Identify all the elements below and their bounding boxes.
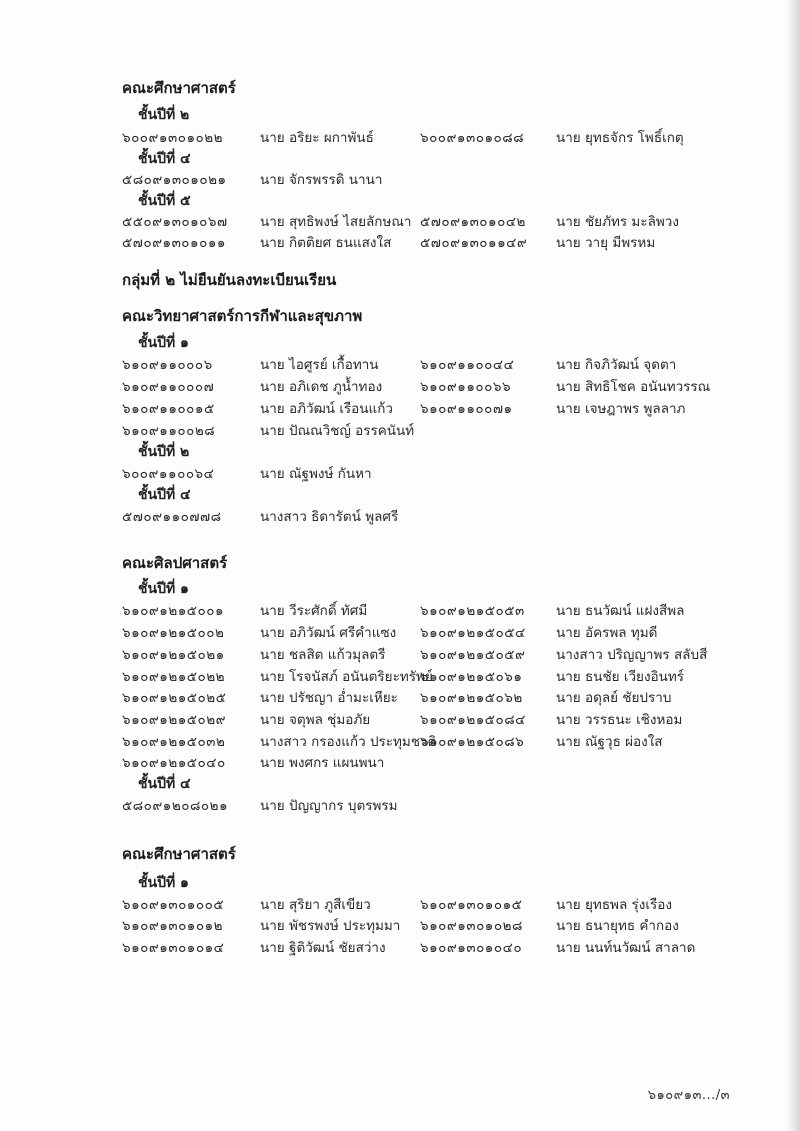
year-heading: ชั้นปีที่ ๑ [138, 875, 189, 891]
student-id: ๖๑๐๙๑๑๐๐๐๗ [122, 379, 215, 395]
student-row [0, 623, 800, 643]
student-id: ๕๗๐๙๑๓๐๑๐๔๒ [420, 214, 526, 230]
student-name: นาย อภิวัฒน์ เรือนแก้ว [260, 401, 393, 417]
student-row [0, 355, 800, 375]
student-row [0, 170, 800, 190]
student-id: ๕๗๐๙๑๓๐๑๑๔๙ [420, 235, 528, 251]
student-row [0, 212, 800, 232]
page-footer: ๖๑๐๙๑๓.../๓ [647, 1088, 730, 1103]
student-name: นาย สิทธิโชค อนันทวรรณ [556, 379, 711, 395]
student-id: ๖๑๐๙๑๒๑๕๐๖๒ [420, 690, 523, 706]
student-row [0, 938, 800, 958]
student-name: นาย ยุทธจักร โพธิ์เกตุ [556, 130, 684, 146]
student-id: ๖๑๐๙๑๒๑๕๐๘๔ [420, 712, 526, 728]
student-row [0, 128, 800, 148]
student-name: นาย จักรพรรดิ นานา [260, 172, 383, 188]
student-row [0, 916, 800, 936]
student-name: นาย ชัยภัทร มะลิพวง [556, 214, 679, 230]
student-name: นาย เจษฎาพร พูลลาภ [556, 401, 686, 417]
student-row [0, 377, 800, 397]
student-name: นาย ณัฐพงษ์ กันหา [260, 466, 372, 482]
student-name: นาย ณัฐวุธ ผ่องใส [556, 734, 663, 750]
scan-edge-shadow [786, 0, 800, 1131]
student-id: ๖๑๐๙๑๓๐๑๐๐๕ [122, 897, 225, 913]
student-id: ๖๑๐๙๑๑๐๐๑๕ [122, 401, 215, 417]
student-name: นาย สุริยา ภูสีเขียว [260, 897, 371, 913]
student-id: ๖๑๐๙๑๑๐๐๔๔ [420, 357, 515, 373]
student-id: ๖๑๐๙๑๑๐๐๖๖ [420, 379, 512, 395]
student-name: นาย ชลสิต แก้วมุลตรี [260, 647, 386, 663]
student-name: นาย ยุทธพล รุ่งเรือง [556, 897, 672, 913]
student-id: ๕๘๐๙๑๒๐๘๐๒๑ [122, 798, 229, 814]
student-id: ๖๑๐๙๑๓๐๑๐๒๘ [420, 918, 523, 934]
student-name: นาย ปรัชญา อ่ำมะเหียะ [260, 690, 398, 706]
group-heading: กลุ่มที่ ๒ ไม่ยืนยันลงทะเบียนเรียน [122, 271, 337, 289]
student-row [0, 645, 800, 665]
student-id: ๖๑๐๙๑๒๑๕๐๐๑ [122, 603, 225, 619]
year-heading: ชั้นปีที่ ๔ [138, 487, 191, 503]
student-name: นาย สุทธิพงษ์ ไสยลักษณา [260, 214, 412, 230]
student-name: นาย วายุ มีพรหม [556, 235, 656, 251]
student-name: นาย อัครพล ทุมดี [556, 625, 658, 641]
student-id: ๖๑๐๙๑๒๑๕๐๔๐ [122, 755, 226, 771]
year-heading: ชั้นปีที่ ๑ [138, 581, 189, 597]
student-name: นาย ฐิติวัฒน์ ชัยสว่าง [260, 940, 386, 956]
student-row [0, 710, 800, 730]
year-heading: ชั้นปีที่ ๔ [138, 776, 191, 792]
student-id: ๖๑๐๙๑๓๐๑๐๑๒ [122, 918, 224, 934]
student-id: ๕๘๐๙๑๓๐๑๐๒๑ [122, 172, 227, 188]
student-name: นาย ปัญญากร บุตรพรม [260, 798, 398, 814]
student-id: ๖๑๐๙๑๓๐๑๐๔๐ [420, 940, 523, 956]
student-name: นาย อดุลย์ ชัยปราบ [556, 690, 672, 706]
faculty-heading: คณะศึกษาศาสตร์ [122, 79, 236, 97]
student-name: นาย อริยะ ผกาพันธ์ [260, 130, 374, 146]
student-id: ๕๕๐๙๑๓๐๑๐๖๗ [122, 214, 228, 230]
student-name: นาย พัชรพงษ์ ประทุมมา [260, 918, 401, 934]
student-id: ๖๑๐๙๑๒๑๕๐๒๑ [122, 647, 225, 663]
student-id: ๖๑๐๙๑๒๑๕๐๕๓ [420, 603, 525, 619]
year-heading: ชั้นปีที่ ๒ [138, 107, 190, 123]
student-name: นาย ไอศูรย์ เกื้อทาน [260, 357, 379, 373]
student-id: ๖๑๐๙๑๒๑๕๐๒๒ [122, 669, 226, 685]
student-id: ๖๑๐๙๑๒๑๕๐๕๔ [420, 625, 526, 641]
student-row [0, 753, 800, 773]
student-id: ๖๑๐๙๑๑๐๐๗๑ [420, 401, 513, 417]
faculty-heading: คณะศึกษาศาสตร์ [122, 845, 236, 863]
student-name: นางสาว ปริญญาพร สลับสี [556, 647, 708, 663]
student-name: นาย ปัณณวิชญ์ อรรคนันท์ [260, 423, 415, 439]
student-name: นาย อภิวัฒน์ ศรีคำแซง [260, 625, 397, 641]
student-name: นาย กิจภิวัฒน์ จุดตา [556, 357, 677, 373]
student-name: นาย ธนชัย เวียงอินทร์ [556, 669, 685, 685]
student-row [0, 688, 800, 708]
student-row [0, 601, 800, 621]
student-id: ๖๑๐๙๑๓๐๑๐๑๕ [420, 897, 523, 913]
student-row [0, 895, 800, 915]
student-name: นาย โรจนัสภ์ อนันตริยะทรัพย์ [260, 669, 433, 685]
student-id: ๖๐๐๙๑๓๐๑๐๒๒ [122, 130, 224, 146]
student-id: ๖๑๐๙๑๒๑๕๐๕๙ [420, 647, 526, 663]
faculty-heading: คณะวิทยาศาสตร์การกีฬาและสุขภาพ [122, 307, 363, 325]
student-row [0, 507, 800, 527]
year-heading: ชั้นปีที่ ๒ [138, 444, 190, 460]
student-name: นาย จตุพล ชุ่มอภัย [260, 712, 371, 728]
student-name: นาย วรรธนะ เชิงหอม [556, 712, 683, 728]
student-name: นาย นนท์นวัฒน์ สาลาด [556, 940, 696, 956]
faculty-heading: คณะศิลปศาสตร์ [122, 554, 228, 572]
student-row [0, 796, 800, 816]
student-id: ๖๑๐๙๑๑๐๐๐๖ [122, 357, 213, 373]
year-heading: ชั้นปีที่ ๕ [138, 193, 191, 209]
student-id: ๖๑๐๙๑๒๑๕๐๘๖ [420, 734, 525, 750]
student-id: ๖๐๐๙๑๓๐๑๐๘๘ [420, 130, 525, 146]
student-id: ๖๑๐๙๑๒๑๕๐๓๒ [122, 734, 226, 750]
student-row [0, 732, 800, 752]
student-id: ๖๑๐๙๑๒๑๕๐๖๑ [420, 669, 523, 685]
student-name: นาย วีระศักดิ์ ทัศมี [260, 603, 368, 619]
student-name: นางสาว ธิดารัตน์ พูลศรี [260, 509, 399, 525]
student-row [0, 233, 800, 253]
year-heading: ชั้นปีที่ ๔ [138, 151, 191, 167]
student-name: นาย ธนายุทธ คำกอง [556, 918, 679, 934]
student-row [0, 421, 800, 441]
student-id: ๖๑๐๙๑๒๑๕๐๒๙ [122, 712, 227, 728]
student-id: ๖๑๐๙๑๒๑๕๐๒๕ [122, 690, 227, 706]
student-id: ๖๑๐๙๑๒๑๕๐๐๒ [122, 625, 225, 641]
student-name: นาย พงศกร แผนพนา [260, 755, 385, 771]
student-id: ๕๗๐๙๑๑๐๗๗๘ [122, 509, 222, 525]
student-id: ๕๗๐๙๑๓๐๑๐๑๑ [122, 235, 226, 251]
student-id: ๖๑๐๙๑๓๐๑๐๑๔ [122, 940, 225, 956]
student-name: นาย กิตติยศ ธนแสงใส [260, 235, 392, 251]
student-id: ๖๑๐๙๑๑๐๐๒๘ [122, 423, 216, 439]
student-id: ๖๐๐๙๑๑๐๐๖๔ [122, 466, 215, 482]
student-name: นางสาว กรองแก้ว ประทุมชาติ [260, 734, 437, 750]
year-heading: ชั้นปีที่ ๑ [138, 335, 189, 351]
student-row [0, 464, 800, 484]
student-name: นาย ธนวัฒน์ แฝงสีพล [556, 603, 685, 619]
student-row [0, 667, 800, 687]
student-name: นาย อภิเดช ภูน้ำทอง [260, 379, 383, 395]
student-row [0, 399, 800, 419]
